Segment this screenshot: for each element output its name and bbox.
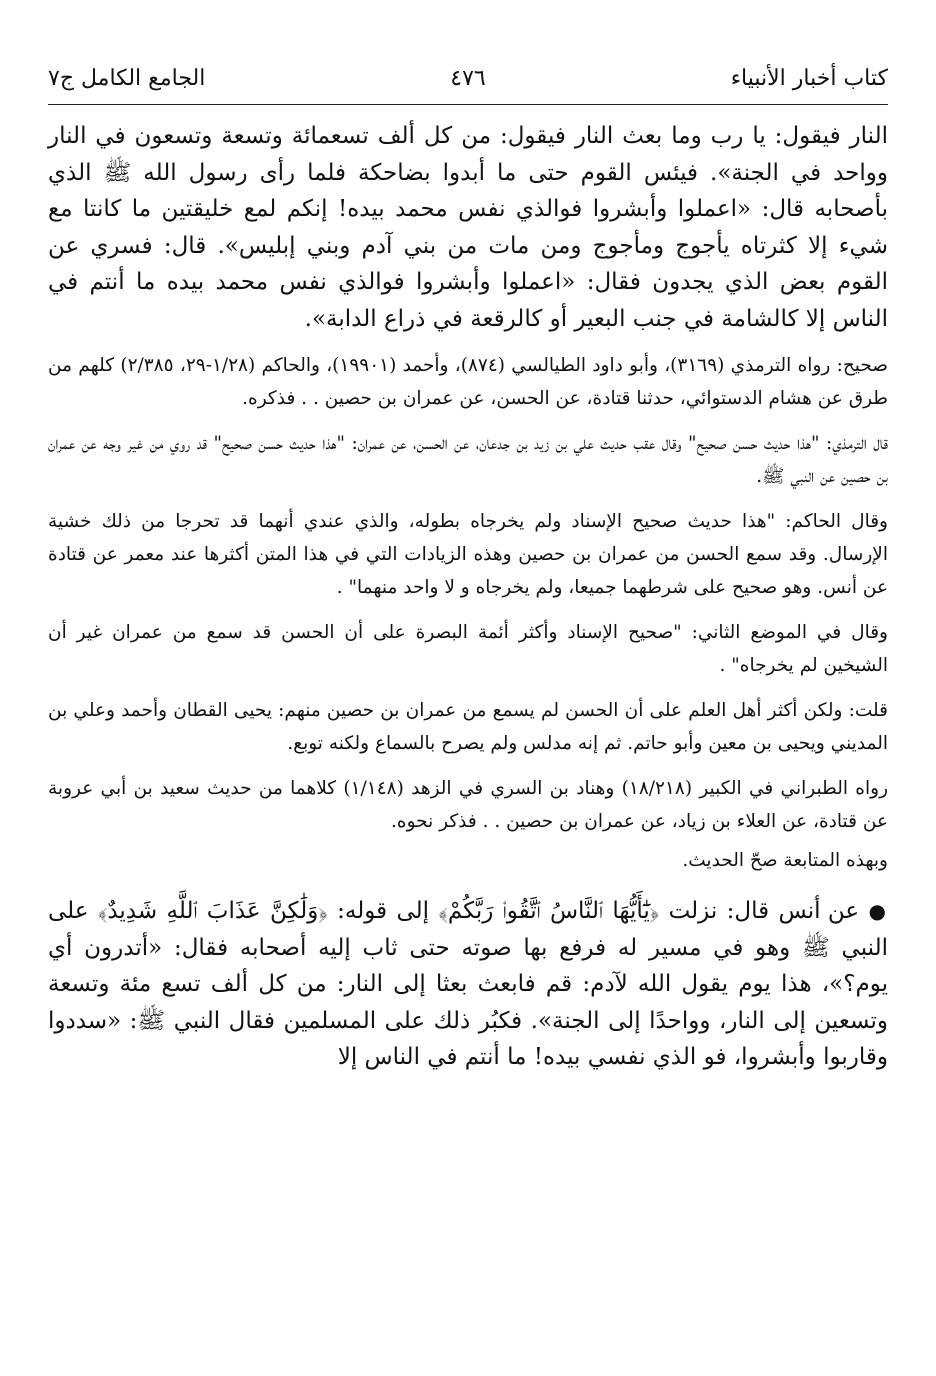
hadith-text-continued: النار فيقول: يا رب وما بعث النار فيقول: من كل ألف تسعمائة وتسعة وتسعون في النار وواحد في الجنة». فيئس القوم حتى ما أبدوا بضاحكة فلما رأى رسول الله ﷺ الذي بأصحابه قال: «اعملوا وأبشروا فوالذي نفس محمد بيده! إنكم لمع خليقتين ما كانتا مع شيء إلا كثرتاه يأجوج ومأجوج ومن مات من بني آدم وبني إبليس». قال: فسري عن القوم بعض الذي يجدون فقال: «اعملوا وأبشروا فوالذي نفس محمد بيده ما أنتم في الناس إلا كالشامة في جنب البعير أو كالرقعة في ذراع الدابة». — [48, 123, 889, 332]
second-location-comment: وقال في الموضع الثاني: "صحيح الإسناد وأكثر أئمة البصرة على أن الحسن قد سمع من عمران غير أن الشيخين لم يخرجاه" . — [48, 622, 888, 676]
hadith-anas — [48, 893, 888, 1076]
takhrij-note: صحيح: رواه الترمذي (٣١٦٩)، وأبو داود الطيالسي (٨٧٤)، وأحمد (١٩٩٠١)، والحاكم (١/٢٨-٢٩، ٢/٣٨٥) كلهم من طرق عن هشام الدستوائي، حدثنا قتادة، عن الحسن، عن عمران بن حصين . . فذكره. — [48, 355, 889, 409]
author-remark: قلت: ولكن أكثر أهل العلم على أن الحسن لم يسمع من عمران بن حصين منهم: يحيى القطان وأحمد وعلي بن المديني ويحيى بن معين وأبو حاتم. ثم إنه مدلس ولم يصرح بالسماع ولكنه توبع. — [48, 700, 888, 754]
page-header — [48, 58, 888, 102]
hakim-comment: وقال الحاكم: "هذا حديث صحيح الإسناد ولم يخرجاه بطوله، والذي عندي أنهما قد تحرجا من ذلك خشية الإرسال. وقد سمع الحسن من عمران بن حصين وهذه الزيادات التي في هذا المتن أكثرها عند معمر عن قتادة عن أنس. وهو صحيح على شرطهما جميعا، ولم يخرجاه و لا واحد منهما" . — [48, 511, 888, 598]
tirmidhi-comment: قال الترمذي: "هذا حديث حسن صحيح" وقال عقب حديث علي بن زيد بن جدعان، عن الحسن، عن عمران: "هذا حديث حسن صحيح" قد روي من غير وجه عن عمران بن حصين عن النبي ﷺ. — [48, 433, 888, 487]
book-title: كتاب أخبار الأنبياء — [730, 66, 888, 91]
header-divider — [48, 104, 888, 105]
corroboration-note: وبهذه المتابعة صحّ الحديث. — [682, 850, 888, 871]
bullet-marker: ● — [868, 899, 889, 923]
tabarani-note: رواه الطبراني في الكبير (١٨/٢١٨) وهناد بن السري في الزهد (١/١٤٨) كلاهما من حديث سعيد بن أبي عروبة عن قتادة، عن العلاء بن زياد، عن عمران بن حصين . . فذكر نحوه. — [48, 778, 889, 832]
hadith-anas-text: عن أنس قال: نزلت ﴿يَٰٓأَيُّهَا ٱلنَّاسُ ٱتَّقُوا۟ رَبَّكُمْ﴾ إلى قوله: ﴿وَلَٰكِنَّ عَذَابَ ٱللَّهِ شَدِيدٌ﴾ على النبي ﷺ وهو في مسير له فرفع بها صوته حتى ثاب إليه أصحابه فقال: «أتدرون أي يوم؟»، هذا يوم يقول الله لآدم: قم فابعث بعثا إلى النار: من كل ألف تسع مئة وتسعة وتسعين إلى النار، وواحدًا إلى الجنة». فكبُر ذلك على المسلمين فقال النبي ﷺ: «سددوا وقاربوا وأبشروا، فو الذي نفسي بيده! ما أنتم في الناس إلا — [48, 898, 888, 1070]
series-title: الجامع الكامل ج٧ — [48, 66, 206, 91]
page-body — [48, 118, 888, 1076]
page-number: ٤٧٦ — [450, 66, 486, 91]
